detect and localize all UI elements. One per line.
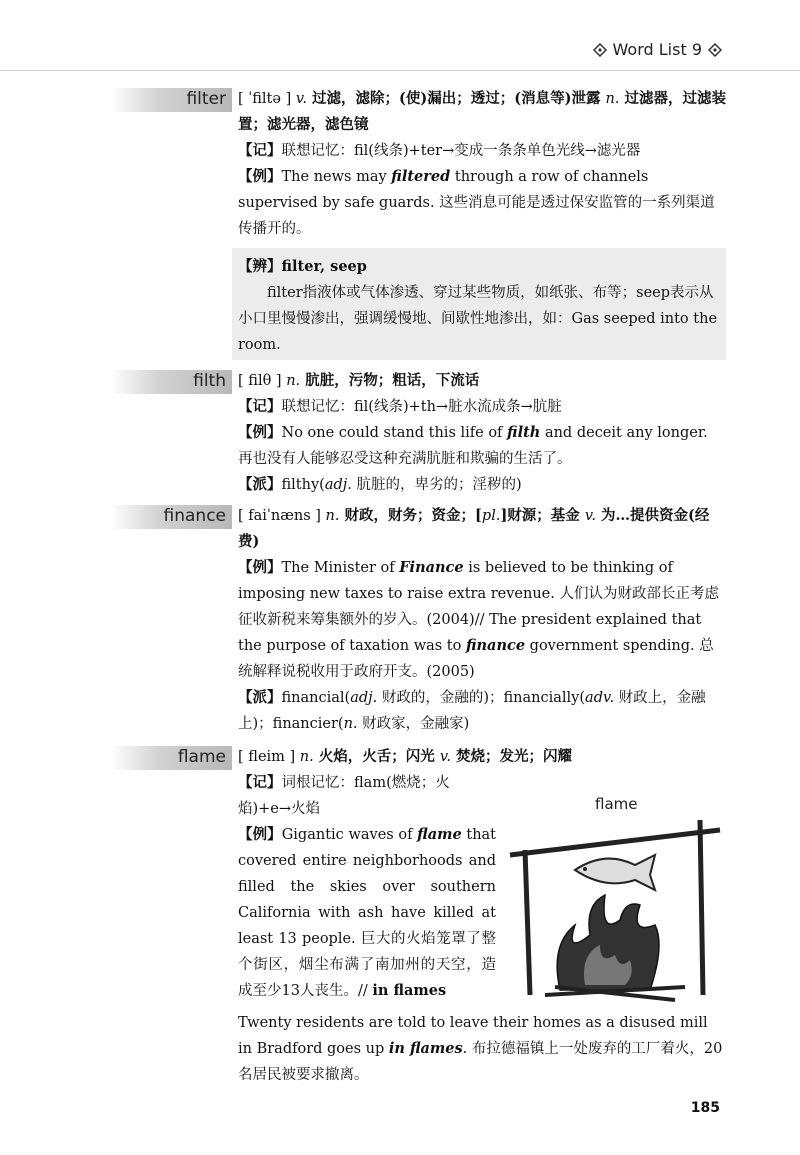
example-keyword: Finance bbox=[399, 559, 464, 576]
memory-text: 联想记忆：fil(线条)+ter→变成一条条单色光线→滤光器 bbox=[281, 143, 641, 159]
example-text: Gigantic waves of bbox=[281, 827, 418, 843]
part-of-speech: n. bbox=[343, 716, 358, 732]
derived-line bbox=[238, 472, 726, 498]
headword: flame bbox=[177, 747, 226, 767]
usage-note-body bbox=[238, 254, 722, 358]
headword-bar bbox=[110, 505, 232, 529]
derived-text: 财政的，金融的)；financially( bbox=[377, 690, 586, 706]
part-of-speech: n. bbox=[325, 508, 340, 524]
derived-line bbox=[238, 685, 726, 737]
headword-bar bbox=[110, 370, 232, 394]
definition-text: 为…提供资金(经费) bbox=[238, 507, 710, 550]
example-tag: 【例】 bbox=[238, 424, 282, 441]
campfire-drawing bbox=[505, 795, 725, 1005]
memory-tag: 【记】 bbox=[238, 142, 282, 159]
part-of-speech: v. bbox=[584, 508, 596, 524]
entry-body bbox=[238, 368, 726, 498]
derived-text: financial( bbox=[281, 690, 351, 706]
memory-text: 词根记忆：flam(燃烧；火焰)+e→火焰 bbox=[238, 775, 450, 817]
example-keyword: filth bbox=[507, 424, 541, 441]
headword: finance bbox=[163, 506, 226, 526]
part-of-speech: n. bbox=[286, 373, 301, 389]
memory-line bbox=[238, 394, 726, 420]
part-of-speech: adv. bbox=[585, 690, 615, 706]
entry-body-left bbox=[238, 770, 496, 1004]
example-text: Twenty residents are told to leave their homes as a disused mill in Bradford goes up bbox=[238, 1015, 708, 1057]
example-text: is believed to be thinking of imposing new taxes to raise extra revenue. 人们认为财政部长正考虑征收新税来筹集额外的岁入。(2004)// The president explained that the purpose of taxation was to bbox=[238, 560, 719, 654]
definition-text: 肮脏，污物；粗话，下流话 bbox=[300, 372, 480, 389]
definition-text: 火焰，火舌；闪光 bbox=[313, 748, 440, 765]
definition bbox=[238, 744, 726, 770]
part-of-speech: n. bbox=[299, 749, 314, 765]
definition bbox=[238, 368, 726, 394]
entry-body bbox=[238, 503, 726, 737]
pronunciation: [ ˈfiltə ] bbox=[238, 91, 296, 107]
pronunciation: [ filθ ] bbox=[238, 373, 287, 389]
part-of-speech: adj. bbox=[350, 690, 378, 706]
definition bbox=[238, 503, 726, 555]
part-of-speech: v. bbox=[439, 749, 451, 765]
example-keyword: filtered bbox=[391, 168, 451, 185]
usage-note-title bbox=[238, 254, 722, 280]
example-tag: 【例】 bbox=[238, 826, 282, 843]
example-text: government spending. 总统解释说税收用于政府开支。(2005) bbox=[238, 638, 714, 680]
derived-text: 肮脏的，卑劣的；淫秽的) bbox=[351, 477, 522, 493]
derived-text: filthy( bbox=[281, 477, 325, 493]
headword: filter bbox=[186, 89, 226, 109]
example-text: that covered entire neighborhoods and filled the skies over southern California with ash have killed at least 13 people. 巨大的火焰笼罩了整个街区，烟尘布满了南加州的天空，造成至少13人丧生。// bbox=[238, 827, 497, 999]
usage-note-box bbox=[232, 248, 726, 360]
headword-bar bbox=[110, 88, 232, 112]
example-tag: 【例】 bbox=[238, 559, 282, 576]
figure-label: flame bbox=[595, 795, 638, 813]
example-text: and deceit any longer. 再也没有人能够忍受这种充满肮脏和欺骗的生活了。 bbox=[238, 425, 708, 467]
memory-line bbox=[238, 138, 726, 164]
part-of-speech: n. bbox=[605, 91, 620, 107]
example-text: The Minister of bbox=[281, 560, 400, 576]
definition-text: 焚烧；发光；闪耀 bbox=[450, 748, 572, 765]
pronunciation: [ faiˈnæns ] bbox=[238, 508, 326, 524]
example-tag: 【例】 bbox=[238, 168, 282, 185]
example-line bbox=[238, 555, 726, 685]
definition-text: 过滤器，过滤装置；滤光器，滤色镜 bbox=[238, 90, 727, 133]
example-line bbox=[238, 164, 726, 242]
diamond-left-icon bbox=[593, 43, 607, 57]
diamond-right-icon bbox=[708, 43, 722, 57]
derived-text: 财政上，金融上)；financier( bbox=[238, 690, 706, 732]
entry-body bbox=[238, 86, 726, 242]
page-number: 185 bbox=[690, 1100, 720, 1116]
example-text: through a row of channels supervised by safe guards. 这些消息可能是透过保安监管的一系列渠道传播开的。 bbox=[238, 169, 715, 237]
example-text: The news may bbox=[281, 169, 392, 185]
part-of-speech: v. bbox=[295, 91, 307, 107]
note-title: filter, seep bbox=[281, 258, 367, 275]
entry-body-top bbox=[238, 744, 726, 770]
part-of-speech: adj. bbox=[324, 477, 352, 493]
example-text: No one could stand this life of bbox=[281, 425, 508, 441]
example-line bbox=[238, 822, 496, 1004]
example-keyword: in flames bbox=[372, 982, 447, 999]
example-line bbox=[238, 420, 726, 472]
derived-tag: 【派】 bbox=[238, 689, 282, 706]
header-title-group bbox=[593, 40, 722, 59]
entry-body-bottom bbox=[238, 1010, 726, 1088]
headword: filth bbox=[193, 371, 226, 391]
definition-text: ]财源；基金 bbox=[500, 507, 585, 524]
definition-text: 过滤，滤除；(使)漏出；透过；(消息等)泄露 bbox=[306, 90, 606, 107]
flame-illustration bbox=[505, 795, 725, 1005]
page-header bbox=[0, 30, 800, 71]
memory-text: 联想记忆：fil(线条)+th→脏水流成条→肮脏 bbox=[281, 399, 562, 415]
example-keyword: in flames bbox=[388, 1040, 463, 1057]
note-tag: 【辨】 bbox=[238, 258, 282, 275]
derived-text: 财政家，金融家) bbox=[357, 716, 470, 732]
memory-line bbox=[238, 770, 496, 822]
header-title: Word List 9 bbox=[612, 40, 702, 59]
usage-note-text: filter指液体或气体渗透、穿过某些物质，如纸张、布等；seep表示从小口里慢慢渗出，强调缓慢地、间歇性地渗出，如：Gas seeped into the room. bbox=[238, 285, 718, 353]
definition-text: 财政，财务；资金；[ bbox=[339, 507, 482, 524]
example-keyword: flame bbox=[417, 826, 462, 843]
definition bbox=[238, 86, 726, 138]
derived-tag: 【派】 bbox=[238, 476, 282, 493]
plural-marker: pl. bbox=[481, 508, 501, 524]
memory-tag: 【记】 bbox=[238, 774, 282, 791]
memory-tag: 【记】 bbox=[238, 398, 282, 415]
example-continuation bbox=[238, 1010, 726, 1088]
headword-bar bbox=[110, 746, 232, 770]
example-keyword: finance bbox=[465, 637, 526, 654]
example-text: . 布拉德福镇上一处废弃的工厂着火，20名居民被要求撤离。 bbox=[238, 1041, 723, 1083]
pronunciation: [ fleim ] bbox=[238, 749, 300, 765]
